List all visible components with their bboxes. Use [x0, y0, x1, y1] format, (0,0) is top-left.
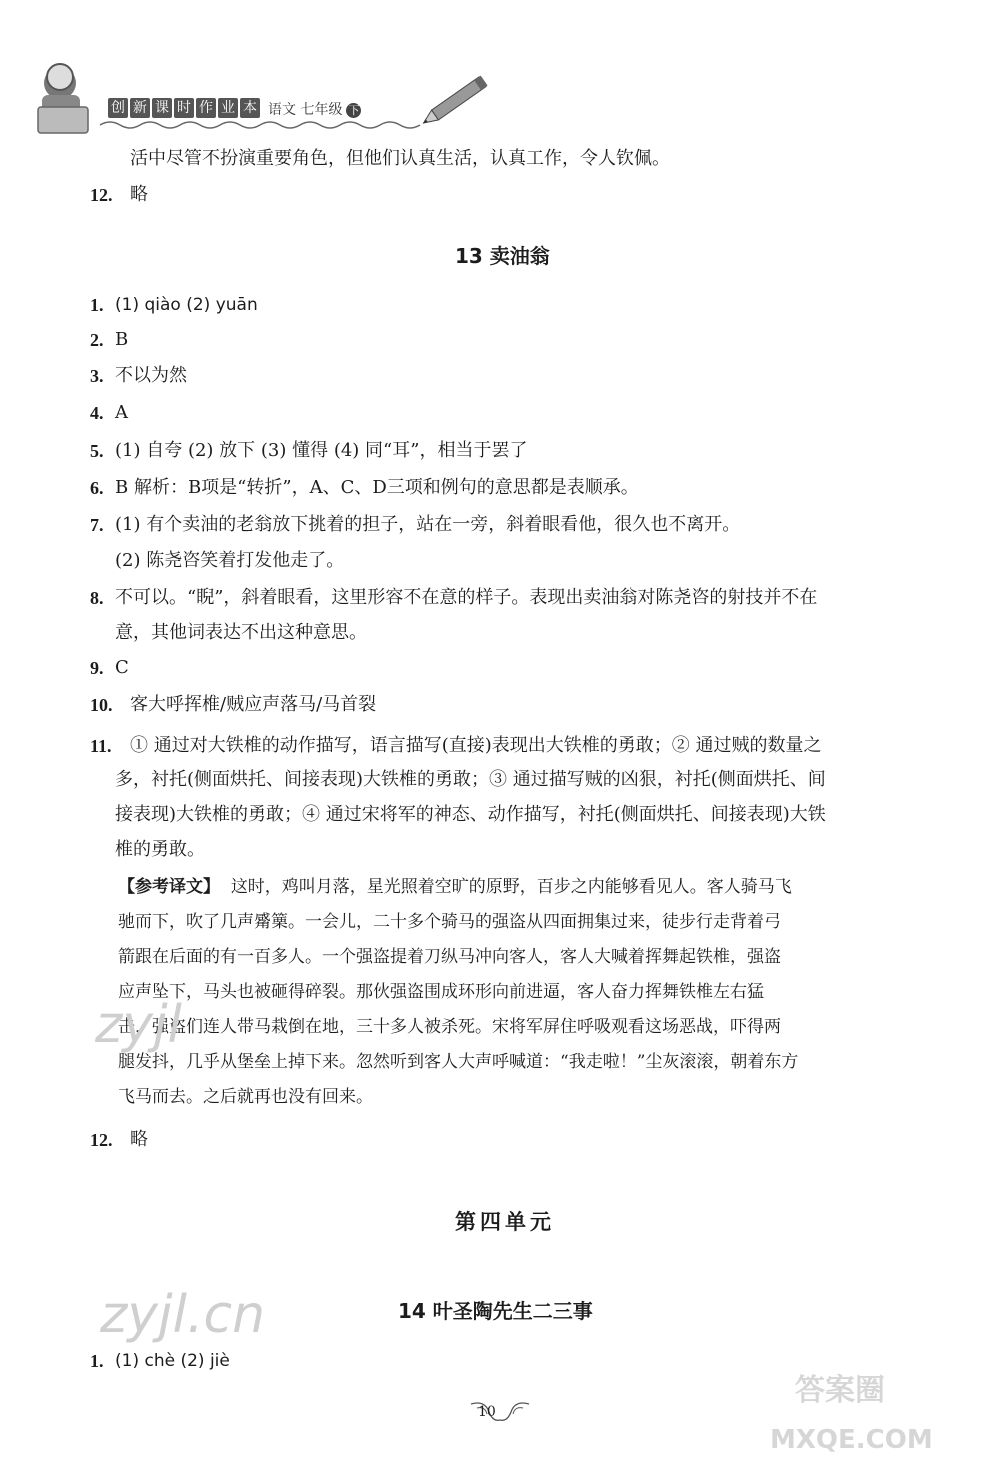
question-number: 5. — [90, 441, 104, 461]
watermark: 答案圈 — [795, 1373, 885, 1408]
reference-translation-line: 驰而下，吹了几声觱篥。一会儿，二十多个骑马的强盗从四面拥集过来，徒步行走背着弓 — [118, 912, 781, 932]
subject-text: 语文 七年级 — [268, 102, 343, 118]
answer-text: 略 — [130, 1129, 148, 1150]
question-number: 1. — [90, 295, 104, 315]
series-char: 创 — [108, 98, 128, 118]
question-number: 2. — [90, 330, 104, 350]
watermark: MXQE.COM — [770, 1425, 933, 1455]
question-number: 12. — [90, 185, 113, 205]
reference-translation-line: 腿发抖，几乎从堡垒上掉下来。忽然听到客人大声呼喊道：“我走啦！”尘灰滚滚，朝着东方 — [118, 1052, 799, 1072]
reference-translation-line: 击，强盗们连人带马栽倒在地，三十多人被杀死。宋将军屏住呼吸观看这场恶战，吓得两 — [118, 1017, 781, 1037]
answer-text: (1) chè (2) jiè — [115, 1351, 230, 1371]
question-number: 8. — [90, 588, 104, 608]
subject-label — [268, 99, 361, 119]
question-number: 12. — [90, 1130, 113, 1150]
series-char: 本 — [240, 98, 260, 118]
unit-title: 第四单元 — [455, 1210, 555, 1234]
series-char: 业 — [218, 98, 238, 118]
reference-translation-label: 【参考译文】 — [118, 877, 220, 897]
reference-translation-line — [118, 874, 792, 900]
answer-text: 不以为然 — [115, 365, 187, 386]
answer-text: (1) 有个卖油的老翁放下挑着的担子，站在一旁，斜着眼看他，很久也不离开。 — [115, 514, 741, 535]
watermark: zyjl.cn — [100, 1285, 266, 1345]
grade-mark: 下 — [348, 104, 360, 117]
answer-text: 多，衬托(侧面烘托、间接表现)大铁椎的勇敢；③ 通过描写贼的凶狠，衬托(侧面烘托、间 — [115, 769, 826, 790]
answer-text: 接表现)大铁椎的勇敢；④ 通过宋将军的神态、动作描写，衬托(侧面烘托、间接表现)大铁 — [115, 804, 826, 825]
watermark: zyjl — [95, 995, 182, 1055]
answer-text: 略 — [130, 184, 148, 205]
question-number: 1. — [90, 1351, 104, 1371]
series-title — [108, 98, 260, 118]
question-number: 3. — [90, 366, 104, 386]
answer-text: B — [115, 329, 129, 350]
header-decoration-icon — [20, 55, 500, 145]
series-char: 课 — [152, 98, 172, 118]
reference-translation-line: 应声坠下，马头也被砸得碎裂。那伙强盗围成环形向前进逼，客人奋力挥舞铁椎左右猛 — [118, 982, 764, 1002]
lesson-title: 13 卖油翁 — [455, 244, 550, 268]
reference-translation-text: 这时，鸡叫月落，星光照着空旷的原野，百步之内能够看见人。客人骑马飞 — [230, 877, 792, 897]
answer-text: A — [115, 402, 128, 423]
answer-text: C — [115, 657, 129, 678]
answer-text: 不可以。“睨”，斜着眼看，这里形容不在意的样子。表现出卖油翁对陈尧咨的射技并不在 — [115, 587, 818, 608]
page-number-ornament-icon — [467, 1398, 533, 1426]
answer-text: B 解析：B项是“转折”，A、C、D三项和例句的意思都是表顺承。 — [115, 477, 639, 498]
answer-text: (1) 自夸 (2) 放下 (3) 懂得 (4) 同“耳”，相当于罢了 — [115, 440, 528, 461]
answer-text: ① 通过对大铁椎的动作描写，语言描写(直接)表现出大铁椎的勇敢；② 通过贼的数量之 — [130, 735, 822, 756]
series-char: 新 — [130, 98, 150, 118]
lesson-title: 14 叶圣陶先生二三事 — [398, 1299, 593, 1323]
page-number: 10 — [478, 1404, 496, 1420]
answer-text: (2) 陈尧咨笑着打发他走了。 — [115, 550, 345, 571]
reference-translation-line: 箭跟在后面的有一百多人。一个强盗提着刀纵马冲向客人，客人大喊着挥舞起铁椎，强盗 — [118, 947, 781, 967]
answer-text: 客大呼挥椎/贼应声落马/马首裂 — [130, 694, 377, 715]
reference-translation-line: 飞马而去。之后就再也没有回来。 — [118, 1087, 373, 1107]
question-number: 9. — [90, 658, 104, 678]
question-number: 7. — [90, 515, 104, 535]
series-char: 时 — [174, 98, 194, 118]
question-number: 11. — [90, 736, 112, 756]
answer-text: (1) qiào (2) yuān — [115, 295, 258, 315]
answer-text: 椎的勇敢。 — [115, 839, 205, 860]
question-number: 4. — [90, 403, 104, 423]
question-number: 10. — [90, 695, 113, 715]
answer-text: 意，其他词表达不出这种意思。 — [115, 622, 367, 643]
continuation-text: 活中尽管不扮演重要角色，但他们认真生活，认真工作，令人钦佩。 — [130, 148, 670, 169]
question-number: 6. — [90, 478, 104, 498]
page-header — [20, 55, 500, 145]
series-char: 作 — [196, 98, 216, 118]
